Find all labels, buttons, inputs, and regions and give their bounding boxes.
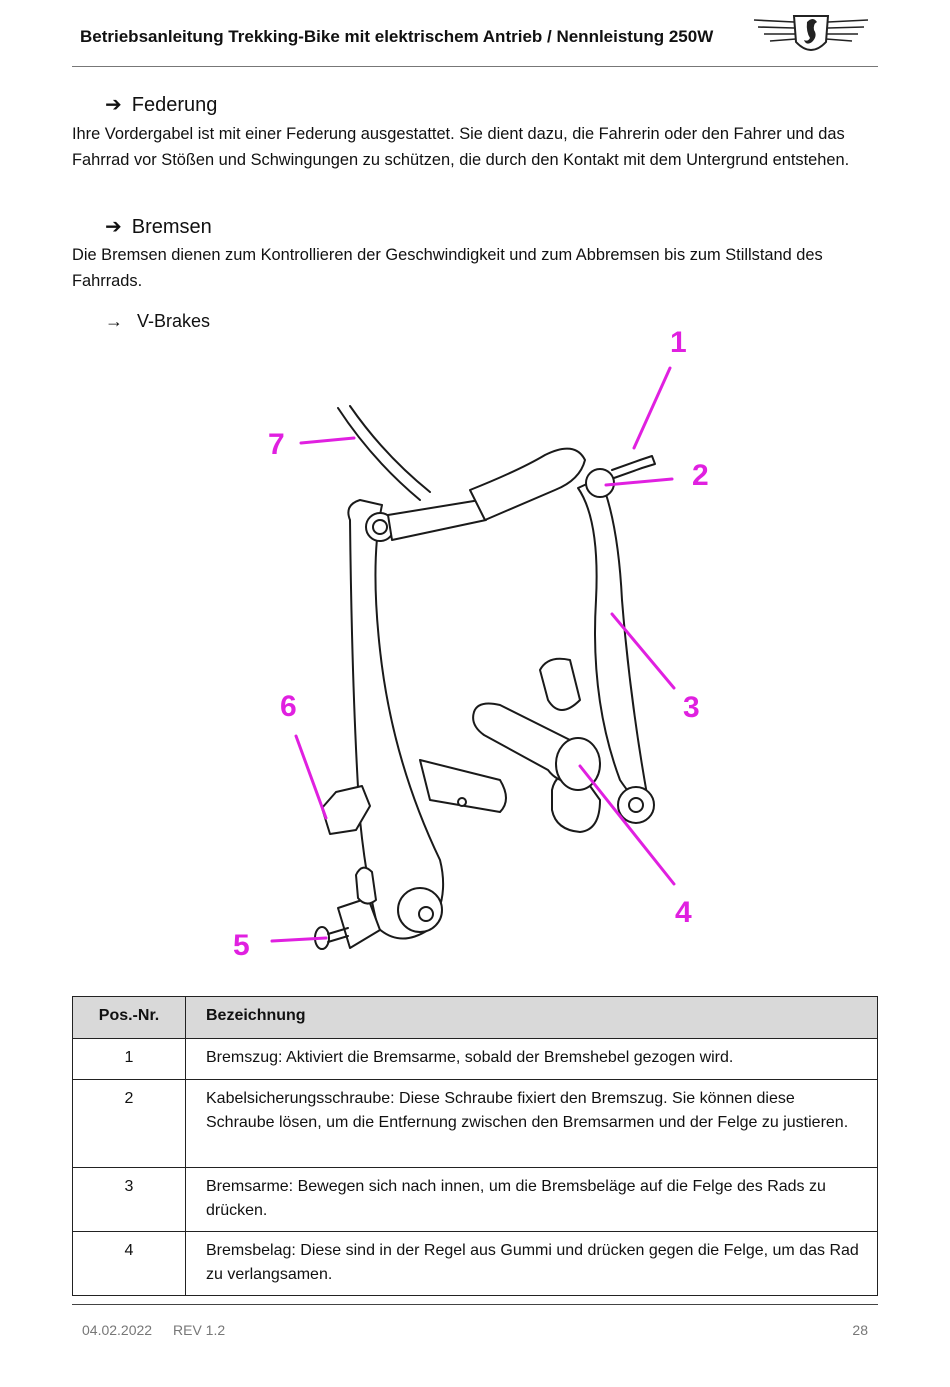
table-cell-desc: Kabelsicherungsschraube: Diese Schraube fixiert den Bremszug. Sie können diese Schraube lösen, um die Entfernung zwischen den Bremsarmen und der Felge zu justieren.: [186, 1080, 878, 1168]
column-header-desc: Bezeichnung: [186, 997, 878, 1039]
callout-label-4: 4: [675, 896, 692, 929]
table-row: [73, 1080, 878, 1168]
arrow-right-icon: →: [105, 311, 123, 331]
footer-revision: REV 1.2: [173, 1322, 226, 1338]
paragraph-federung: Ihre Vordergabel ist mit einer Federung ausgestattet. Sie dient dazu, die Fahrerin oder den Fahrer und das Fahrrad vor Stößen und Schwingungen zu schützen, die durch den Kontakt mit dem Untergrund entstehen.: [72, 125, 850, 169]
footer-divider: [72, 1304, 878, 1305]
callout-label-5: 5: [233, 929, 250, 962]
arrow-right-icon: ➔: [105, 94, 122, 116]
section-heading-bremsen: [105, 214, 212, 239]
table-cell-pos: 3: [73, 1168, 186, 1232]
document-title: Betriebsanleitung Trekking-Bike mit elektrischem Antrieb / Nennleistung 250W: [80, 27, 714, 46]
header-divider: [72, 66, 878, 67]
column-header-pos: Pos.-Nr.: [73, 997, 186, 1039]
table-row: [73, 1039, 878, 1080]
table-row: [73, 1232, 878, 1296]
page-number: 28: [852, 1322, 868, 1338]
footer-date: 04.02.2022: [82, 1322, 153, 1338]
table-cell-pos: 2: [73, 1080, 186, 1168]
heading-text: Federung: [131, 94, 218, 116]
table-header-row: [73, 997, 878, 1039]
v-brake-diagram: [225, 320, 725, 970]
callout-label-7: 7: [268, 428, 285, 461]
table-cell-pos: 4: [73, 1232, 186, 1296]
callout-label-6: 6: [280, 690, 297, 723]
brand-logo: [752, 8, 870, 58]
parts-table: [72, 996, 878, 1296]
subsection-heading-vbrakes: [105, 311, 210, 332]
heading-text: V-Brakes: [137, 311, 211, 331]
callout-label-1: 1: [670, 326, 687, 359]
table-cell-desc: Bremsarme: Bewegen sich nach innen, um die Bremsbeläge auf die Felge des Rads zu drücken.: [186, 1168, 878, 1232]
section-heading-federung: [105, 92, 217, 117]
table-cell-desc: Bremsbelag: Diese sind in der Regel aus Gummi und drücken gegen die Felge, um das Rad zu verlangsamen.: [186, 1232, 878, 1296]
callout-label-2: 2: [692, 459, 709, 492]
table-row: [73, 1168, 878, 1232]
paragraph-bremsen: Die Bremsen dienen zum Kontrollieren der Geschwindigkeit und zum Abbremsen bis zum Stillstand des Fahrrads.: [72, 246, 823, 290]
heading-text: Bremsen: [131, 216, 212, 238]
table-cell-desc: Bremszug: Aktiviert die Bremsarme, sobald der Bremshebel gezogen wird.: [186, 1039, 878, 1080]
callout-label-3: 3: [683, 691, 700, 724]
arrow-right-icon: ➔: [105, 216, 122, 238]
table-cell-pos: 1: [73, 1039, 186, 1080]
